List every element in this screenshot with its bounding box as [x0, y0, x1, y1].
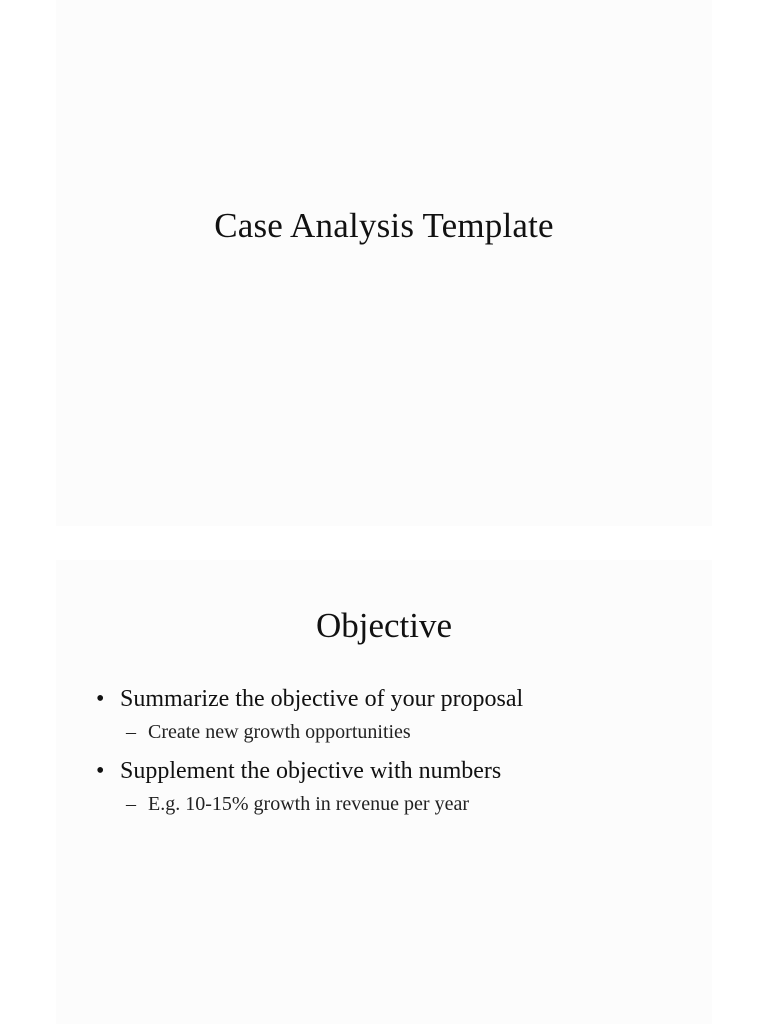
slide-title: Case Analysis Template	[214, 206, 554, 245]
sub-bullet-text: Create new growth opportunities	[148, 721, 411, 743]
bullet-item	[96, 754, 523, 818]
bullet-item	[96, 682, 523, 746]
sub-bullet-list	[120, 790, 523, 818]
sub-bullet-text: E.g. 10-15% growth in revenue per year	[148, 793, 469, 815]
dash-icon: –	[126, 793, 136, 815]
sub-bullet-item	[120, 790, 523, 818]
bullet-text: Supplement the objective with numbers	[120, 758, 502, 784]
bullet-dot-icon: •	[96, 686, 105, 712]
slide-objective	[56, 560, 712, 1024]
bullet-text: Summarize the objective of your proposal	[120, 686, 524, 712]
bullet-list	[96, 682, 523, 826]
sub-bullet-list	[120, 718, 523, 746]
slide-title-page	[56, 0, 712, 526]
dash-icon: –	[126, 721, 136, 743]
bullet-dot-icon: •	[96, 758, 105, 784]
sub-bullet-item	[120, 718, 523, 746]
slide-heading: Objective	[315, 606, 453, 645]
